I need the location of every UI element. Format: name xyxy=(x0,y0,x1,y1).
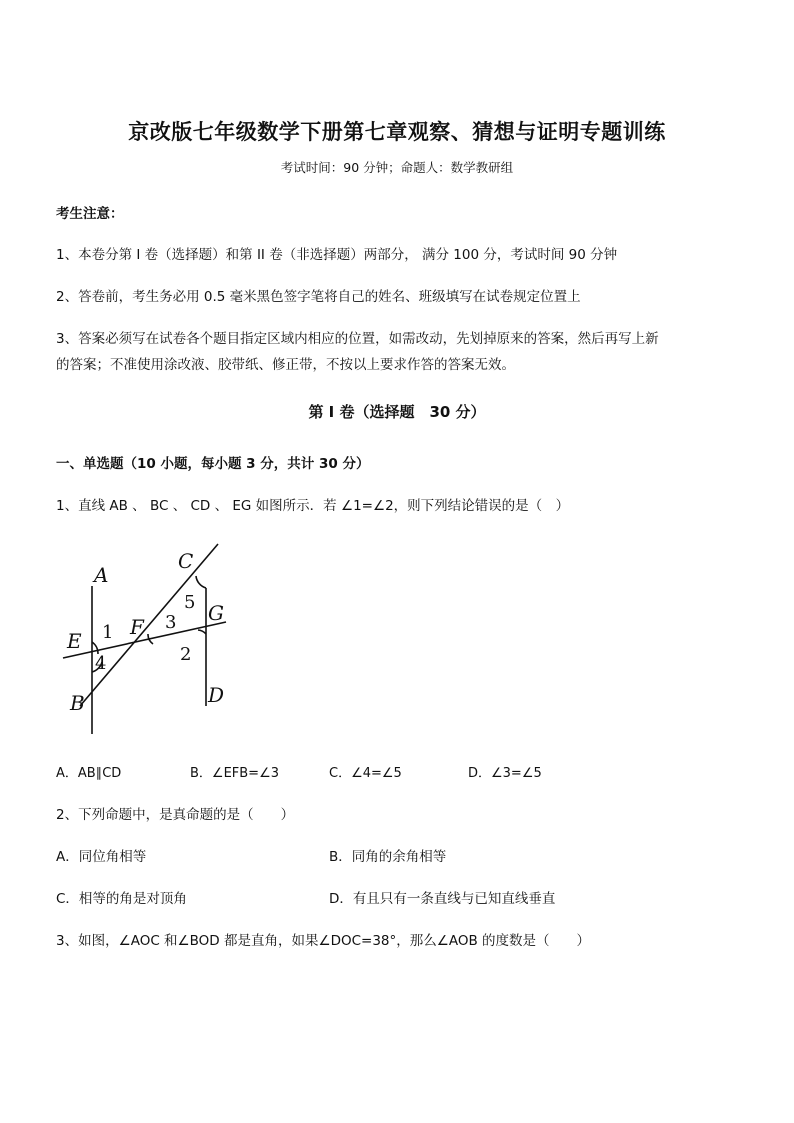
question-2-option-c[interactable]: C．相等的角是对顶角 xyxy=(56,891,187,907)
question-1-option-b[interactable]: B．∠EFB=∠3 xyxy=(190,766,280,781)
question-1-stem: 1、直线 AB 、 BC 、 CD 、 EG 如图所示．若 ∠1=∠2，则下列结论错误的是（ ） xyxy=(56,498,570,514)
line-eg xyxy=(63,622,226,658)
label-a: A xyxy=(94,563,109,587)
question-2-option-d[interactable]: D．有且只有一条直线与已知直线垂直 xyxy=(329,891,556,907)
notice-item-3: 3、答案必须写在试卷各个题目指定区域内相应的位置，如需改动，先划掉原来的答案，然后再写上新 xyxy=(56,331,659,347)
notice-item-1: 1、本卷分第 I 卷（选择题）和第 II 卷（非选择题）两部分， 满分 100 分，考试时间 90 分钟 xyxy=(56,247,618,263)
angle-label-4: 4 xyxy=(95,653,107,674)
notice-heading: 考生注意： xyxy=(56,206,124,222)
label-g: G xyxy=(208,601,224,625)
section-title: 第 I 卷（选择题 30 分） xyxy=(308,403,486,421)
label-e: E xyxy=(67,629,82,653)
label-f: F xyxy=(130,615,144,639)
angle-arc-2 xyxy=(198,630,206,634)
question-1-option-c[interactable]: C．∠4=∠5 xyxy=(329,766,402,781)
question-1-figure xyxy=(58,538,248,738)
question-2-option-a[interactable]: A．同位角相等 xyxy=(56,849,147,865)
exam-info: 考试时间：90 分钟；命题人：数学教研组 xyxy=(280,160,514,175)
notice-item-2: 2、答卷前，考生务必用 0.5 毫米黑色签字笔将自己的姓名、班级填写在试卷规定位置上 xyxy=(56,289,581,305)
question-2-stem: 2、下列命题中，是真命题的是（ ） xyxy=(56,807,295,823)
question-2-option-b[interactable]: B．同角的余角相等 xyxy=(329,849,447,865)
label-c: C xyxy=(178,549,194,573)
angle-label-3: 3 xyxy=(165,612,177,633)
part-title: 一、单选题（10 小题，每小题 3 分，共计 30 分） xyxy=(56,456,370,472)
angle-label-5: 5 xyxy=(184,592,196,613)
question-1-option-d[interactable]: D．∠3=∠5 xyxy=(468,766,542,781)
page-title: 京改版七年级数学下册第七章观察、猜想与证明专题训练 xyxy=(128,119,666,144)
figure-lines xyxy=(63,544,226,734)
angle-label-2: 2 xyxy=(180,644,192,665)
label-b: B xyxy=(70,691,85,715)
angle-label-1: 1 xyxy=(102,622,114,643)
notice-item-3-cont: 的答案；不准使用涂改液、胶带纸、修正带，不按以上要求作答的答案无效。 xyxy=(56,357,515,373)
question-1-option-a[interactable]: A．AB∥CD xyxy=(56,766,122,781)
angle-arc-5 xyxy=(196,576,206,588)
label-d: D xyxy=(208,683,225,707)
question-3-stem: 3、如图，∠AOC 和∠BOD 都是直角，如果∠DOC=38°，那么∠AOB 的度数是（ ） xyxy=(56,933,591,949)
